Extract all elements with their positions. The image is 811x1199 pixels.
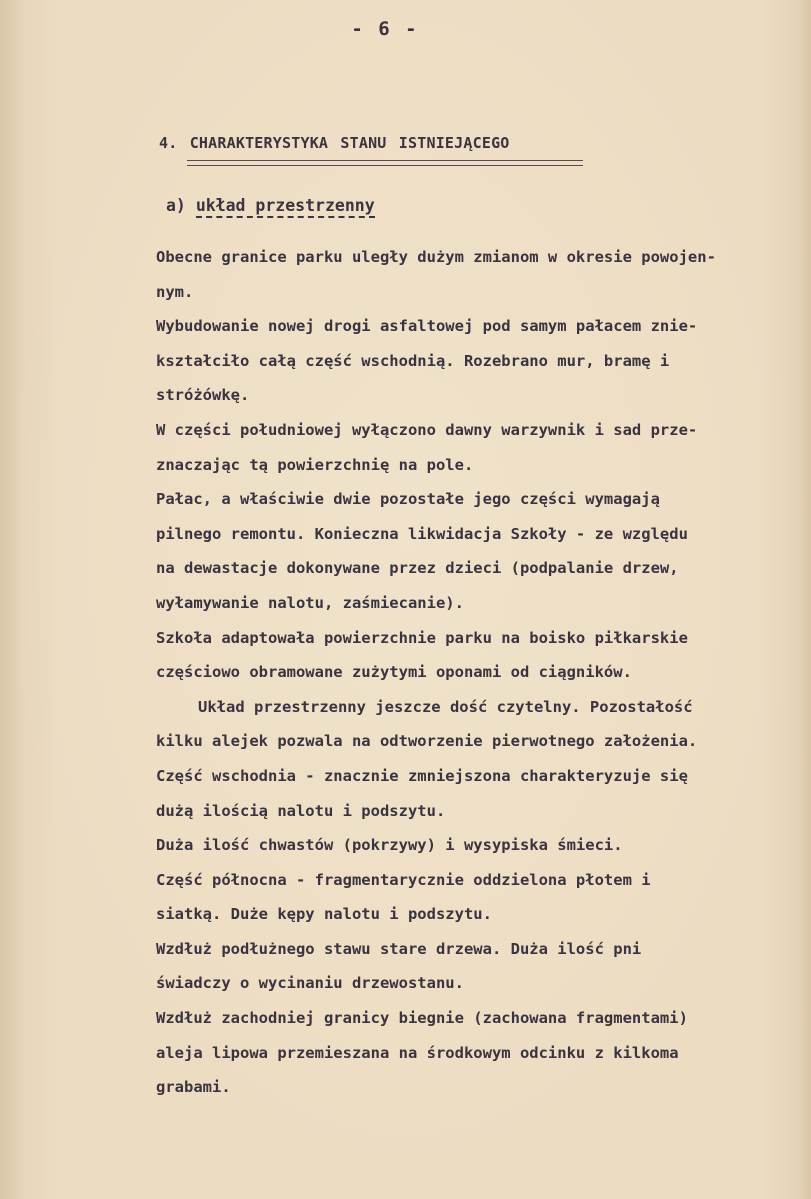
text-line: kilku alejek pozwala na odtworzenie pierwotnego założenia. (156, 732, 698, 751)
text-line: Wzdłuż zachodniej granicy biegnie (zachowana fragmentami) (156, 1009, 688, 1028)
subheading (166, 196, 375, 215)
text-line: Szkoła adaptowała powierzchnie parku na boisko piłkarskie (156, 628, 688, 647)
subheading-prefix: a) (166, 196, 186, 215)
text-line: aleja lipowa przemieszana na środkowym odcinku z kilkoma (156, 1043, 679, 1062)
body-text (156, 246, 786, 1111)
section-heading: 4. CHARAKTERYSTYKA STANU ISTNIEJĄCEGO (159, 134, 510, 152)
heading-double-underline (187, 160, 583, 166)
text-line: Wzdłuż podłużnego stawu stare drzewa. Duża ilość pni (156, 939, 642, 958)
text-line: Część północna - fragmentarycznie oddzielona płotem i (156, 870, 651, 889)
subheading-title: układ przestrzenny (196, 196, 375, 218)
text-line: znaczając tą powierzchnię na pole. (156, 455, 474, 474)
text-line: Obecne granice parku uległy dużym zmianom w okresie powojen- (156, 248, 716, 266)
text-line: świadczy o wycinaniu drzewostanu. (156, 974, 464, 993)
text-line: grabami. (156, 1078, 231, 1097)
text-line: pilnego remontu. Konieczna likwidacja Szkoły - ze względu (156, 524, 688, 543)
text-line: Pałac, a właściwie dwie pozostałe jego części wymagają (156, 490, 660, 509)
text-line: kształciło całą część wschodnią. Rozebrano mur, bramę i (156, 351, 670, 370)
text-line: Część wschodnia - znacznie zmniejszona charakteryzuje się (156, 766, 688, 785)
page-number: - 6 - (351, 18, 419, 40)
text-line: Wybudowanie nowej drogi asfaltowej pod samym pałacem znie- (156, 317, 698, 336)
text-line: wyłamywanie nalotu, zaśmiecanie). (156, 593, 464, 612)
text-line: Układ przestrzenny jeszcze dość czytelny. Pozostałość (198, 697, 693, 716)
text-line: na dewastacje dokonywane przez dzieci (podpalanie drzew, (156, 559, 679, 578)
text-line: dużą ilością nalotu i podszytu. (156, 801, 446, 820)
text-line: siatką. Duże kępy nalotu i podszytu. (156, 905, 492, 924)
text-line: nym. (156, 282, 194, 301)
text-line: W części południowej wyłączono dawny warzywnik i sad prze- (156, 420, 698, 439)
text-line: Duża ilość chwastów (pokrzywy) i wysypiska śmieci. (156, 836, 623, 855)
text-line: stróżówkę. (156, 386, 250, 405)
text-line: częściowo obramowane zużytymi oponami od ciągników. (156, 663, 632, 682)
